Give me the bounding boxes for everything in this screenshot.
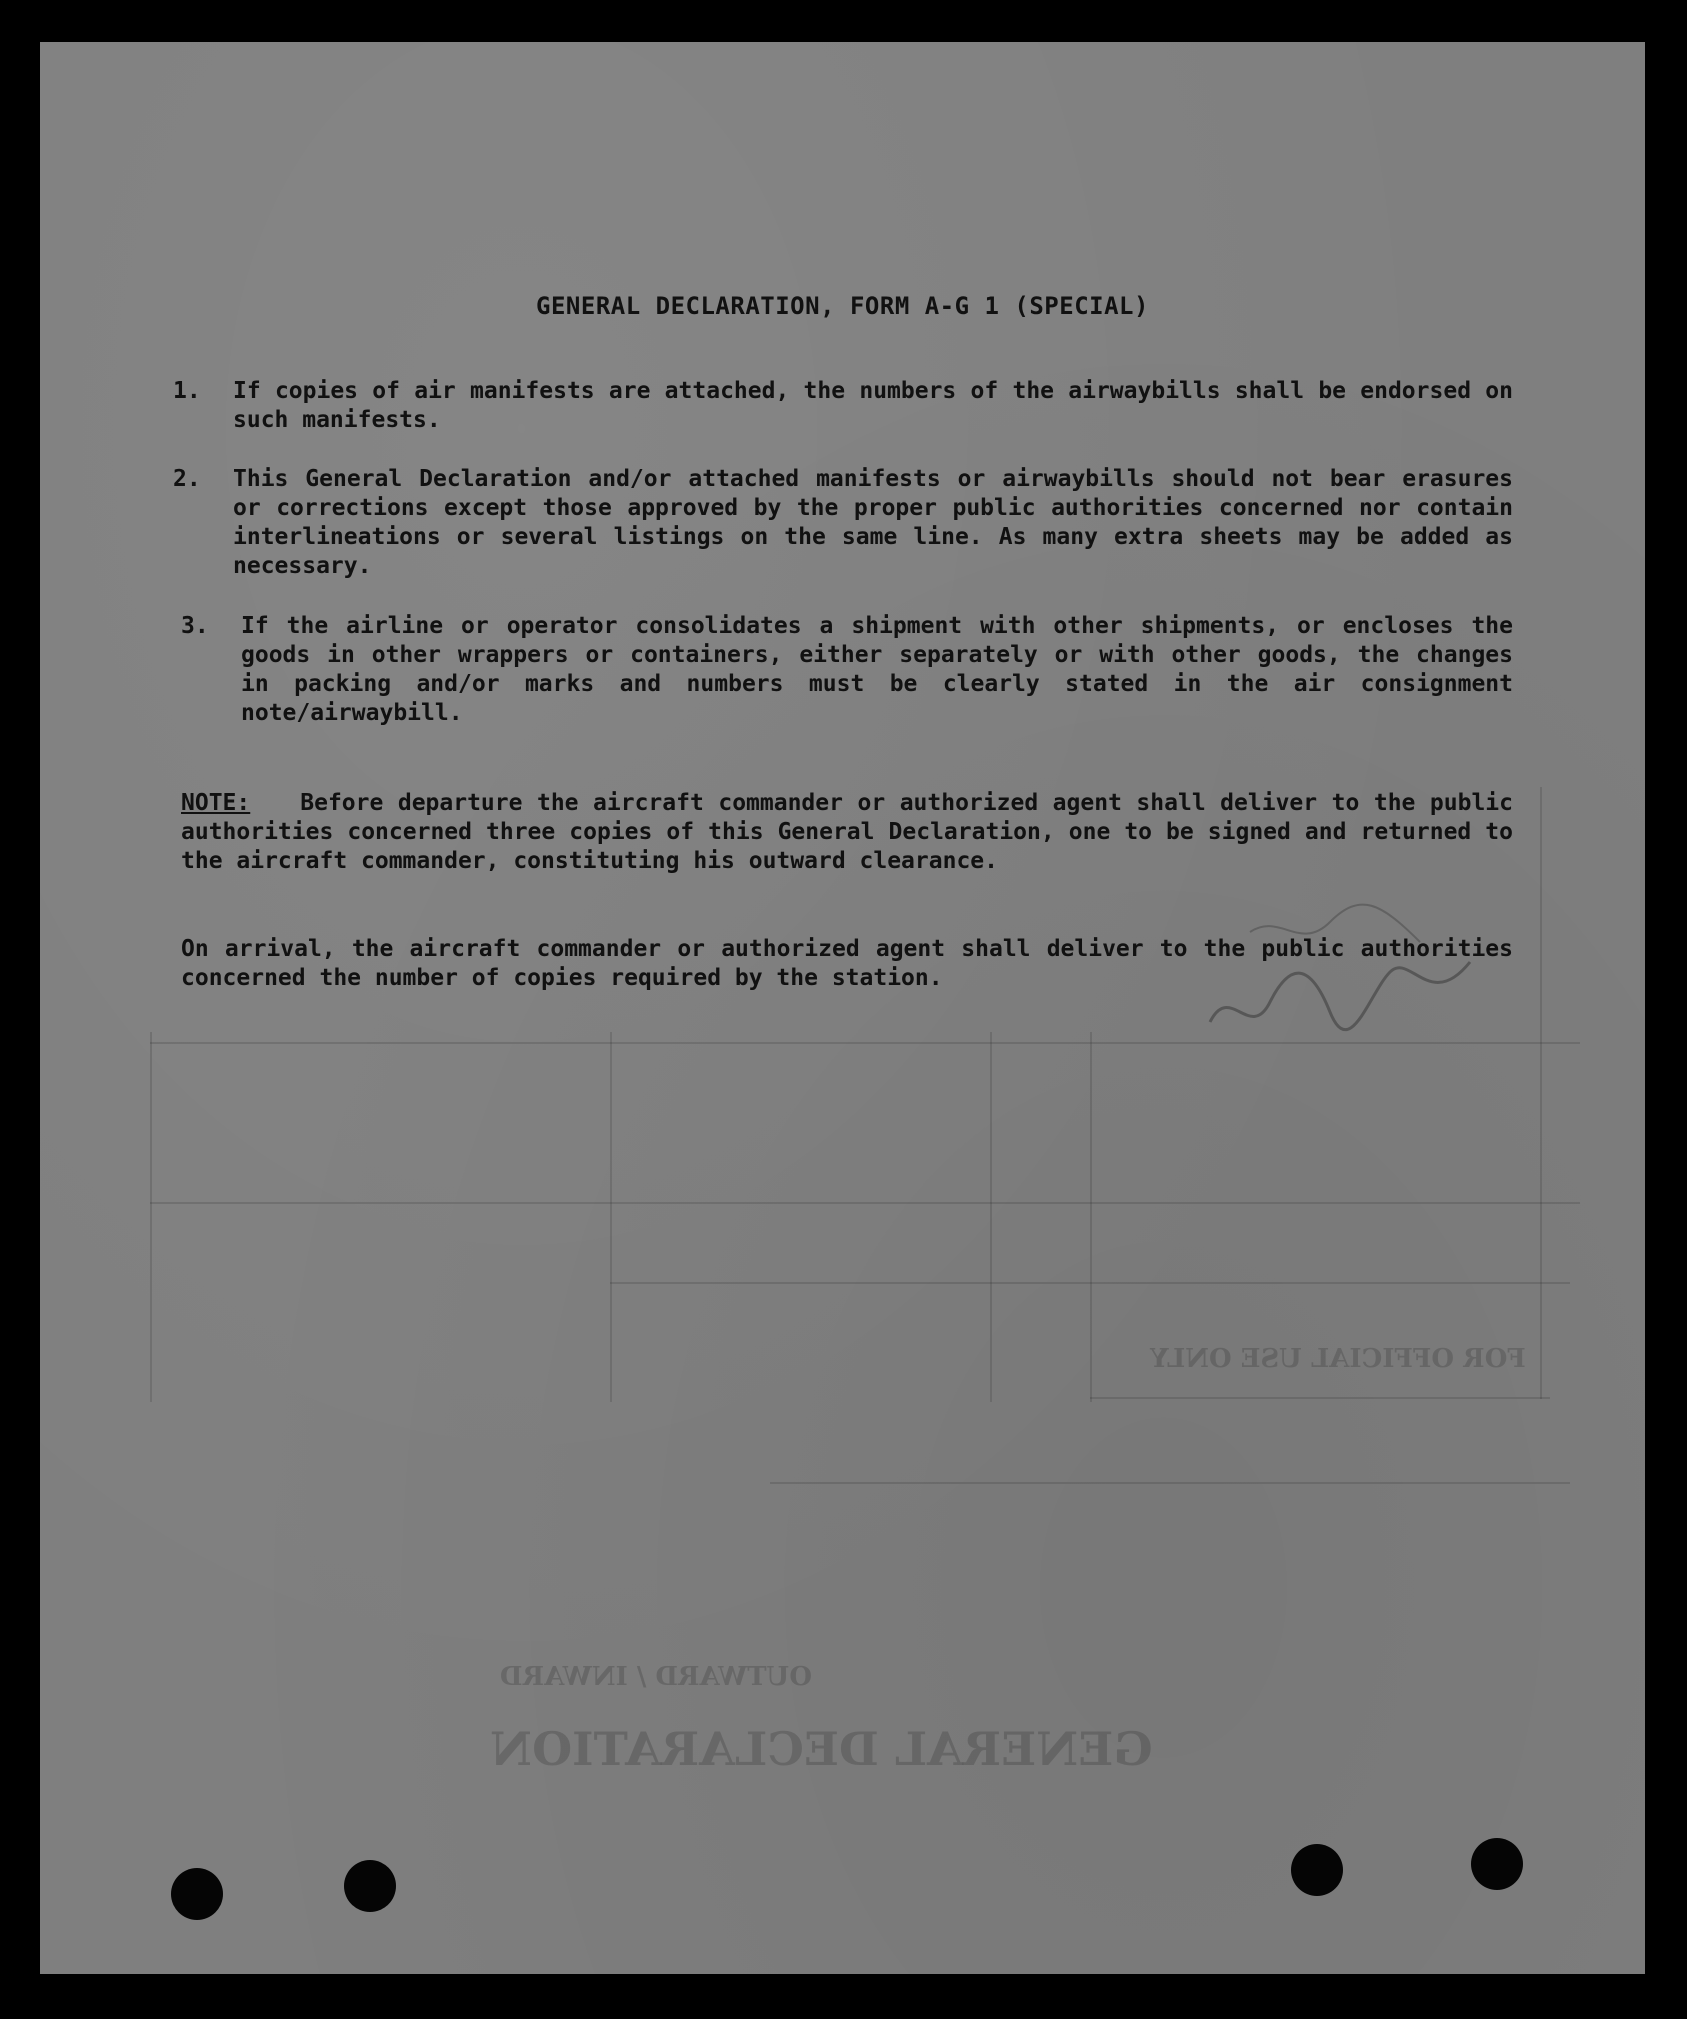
item-text: If copies of air manifests are attached, the numbers of the airwaybills shall be endorsed on such manifests. (233, 378, 1513, 433)
note-text: Before departure the aircraft commander or authorized agent shall deliver to the public authorities concerned three copies of this General Declaration, one to be signed and returned to the aircraft commander, constituting his outward clearance. (181, 790, 1513, 874)
punch-hole (171, 1868, 223, 1920)
ghost-bleed-text: OUTWARD / INWARD (500, 1662, 812, 1692)
arrival-text: On arrival, the aircraft commander or authorized agent shall deliver to the public authorities concerned the number of copies required by the station. (181, 936, 1513, 991)
item-text: If the airline or operator consolidates a shipment with other shipments, or encloses the goods in other wrappers or containers, either separately or with other goods, the changes in packing and/or marks and numbers must be clearly stated in the air consignment note/airwaybill. (241, 613, 1513, 726)
ghost-bleed-text: FOR OFFICIAL USE ONLY (1150, 1344, 1526, 1374)
ghost-rule (1090, 1032, 1092, 1402)
ghost-rule (150, 1032, 152, 1402)
punch-hole (1471, 1838, 1523, 1890)
signature-scrawl (1190, 872, 1490, 1072)
ghost-rule (1090, 1397, 1550, 1399)
ghost-rule (150, 1202, 1580, 1204)
ghost-rule (770, 1482, 1570, 1484)
note-paragraph (181, 789, 1513, 876)
item-number: 1. (173, 378, 201, 404)
document-page (40, 42, 1645, 1974)
ghost-bleed-text: GENERAL DECLARATION (490, 1722, 1153, 1776)
instruction-item-1 (173, 377, 1513, 435)
item-number: 2. (173, 466, 201, 492)
ghost-rule (610, 1032, 612, 1402)
document-title: GENERAL DECLARATION, FORM A-G 1 (SPECIAL) (536, 292, 1149, 320)
note-label: NOTE: (181, 790, 251, 816)
instruction-item-3 (181, 612, 1513, 728)
punch-hole (344, 1860, 396, 1912)
item-number: 3. (181, 613, 209, 639)
ghost-rule (1540, 787, 1542, 1399)
instruction-item-2 (173, 465, 1513, 581)
item-text: This General Declaration and/or attached manifests or airwaybills should not bear erasures or corrections except those approved by the proper public authorities concerned nor contain interlineations or several listings on the same line. As many extra sheets may be added as necessary. (233, 466, 1513, 579)
punch-hole (1291, 1844, 1343, 1896)
ghost-rule (990, 1032, 992, 1402)
